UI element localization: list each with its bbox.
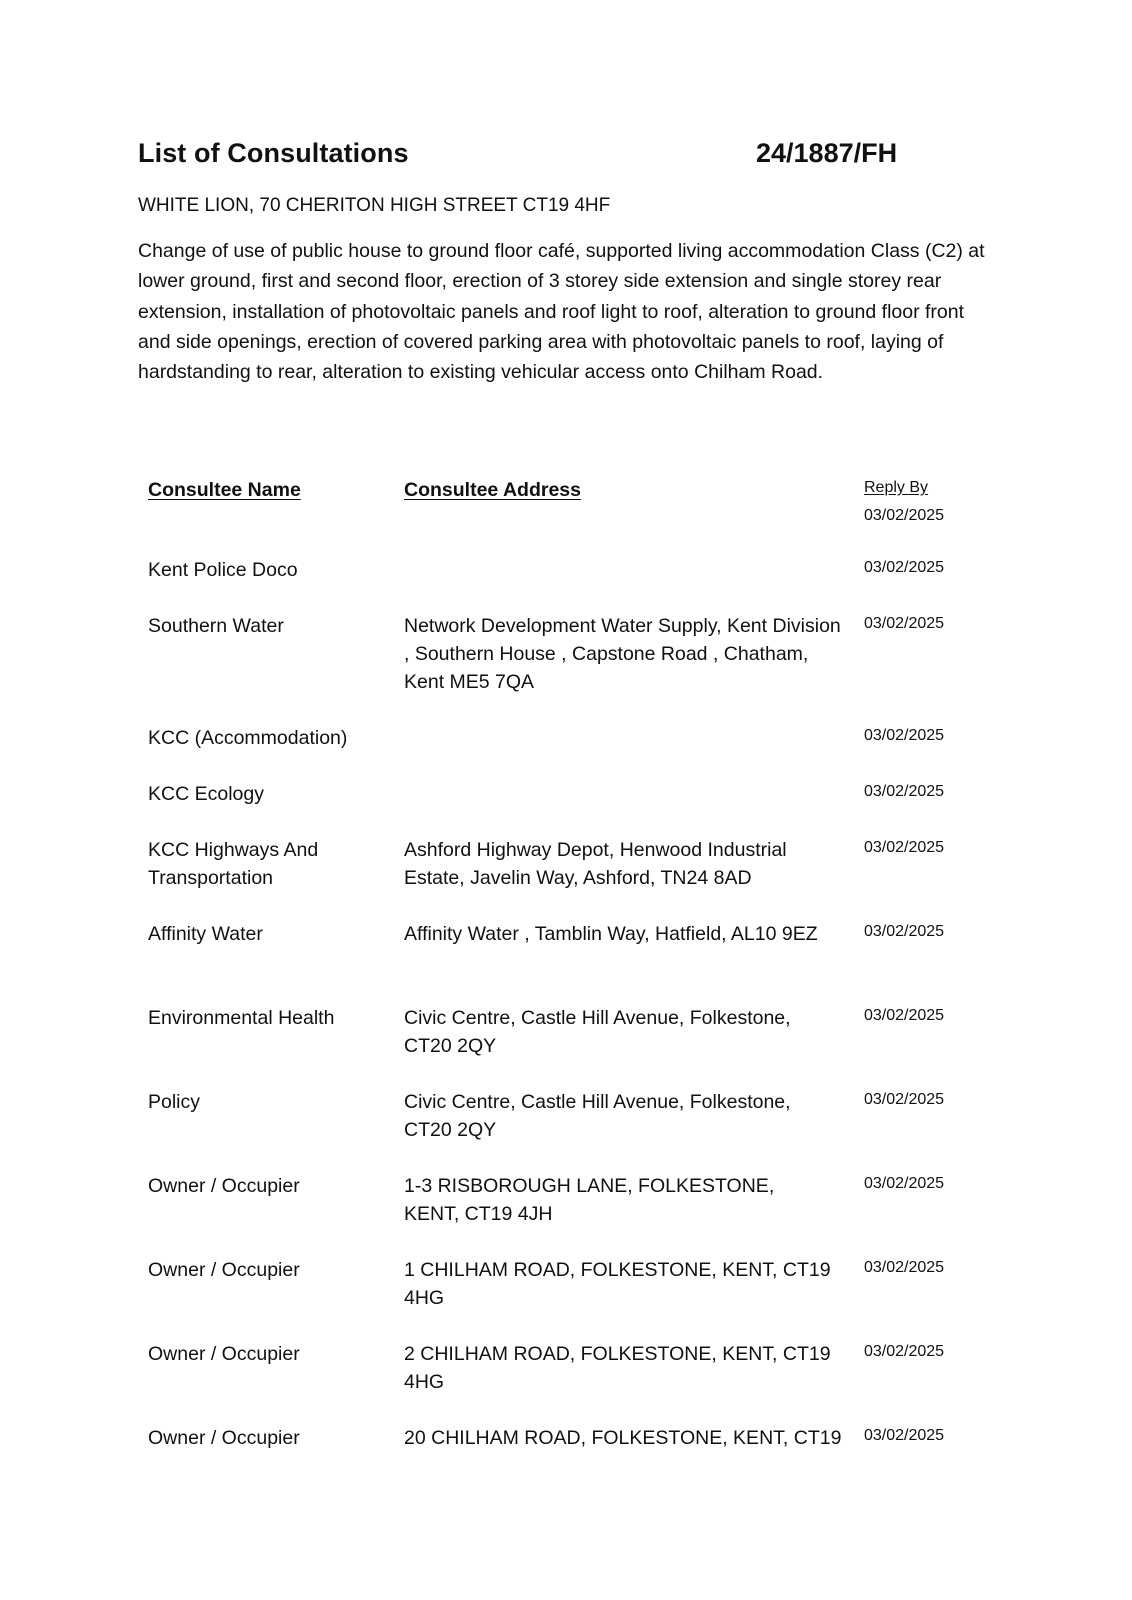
- reply-by-date: 03/02/2025: [864, 1343, 945, 1360]
- consultee-name: Environmental Health: [148, 1007, 335, 1029]
- consultee-address: 20 CHILHAM ROAD, FOLKESTONE, KENT, CT19: [404, 1427, 842, 1449]
- reply-by-date: 03/02/2025: [864, 1427, 945, 1444]
- page-title: List of Consultations: [138, 138, 409, 168]
- column-header-name: Consultee Name: [148, 479, 301, 501]
- reply-by-date: 03/02/2025: [864, 727, 945, 744]
- reply-by-date: 03/02/2025: [864, 1091, 945, 1108]
- consultee-address: 1 CHILHAM ROAD, FOLKESTONE, KENT, CT19 4HG: [404, 1259, 831, 1309]
- consultee-address: Civic Centre, Castle Hill Avenue, Folkestone, CT20 2QY: [404, 1007, 791, 1057]
- consultee-name: Owner / Occupier: [148, 1175, 300, 1197]
- reply-by-date: 03/02/2025: [864, 923, 945, 940]
- consultee-name: KCC (Accommodation): [148, 727, 348, 749]
- proposal-description: Change of use of public house to ground floor café, supported living accommodation Class (C2) at lower ground, first and second floor, erection of 3 storey side extension and single storey rear extension, installation of photovoltaic panels and roof light to roof, alteration to ground floor front and side openings, erection of covered parking area with photovoltaic panels to roof, laying of hardstanding to rear, alteration to existing vehicular access onto Chilham Road.: [138, 240, 985, 384]
- consultee-name: Kent Police Doco: [148, 559, 298, 581]
- consultee-name: Owner / Occupier: [148, 1427, 300, 1449]
- reply-by-date: 03/02/2025: [864, 783, 945, 800]
- consultee-address: Affinity Water , Tamblin Way, Hatfield, AL10 9EZ: [404, 923, 818, 945]
- consultee-address: Network Development Water Supply, Kent Division , Southern House , Capstone Road , Chatham, Kent ME5 7QA: [404, 615, 841, 693]
- consultee-address: Ashford Highway Depot, Henwood Industrial Estate, Javelin Way, Ashford, TN24 8AD: [404, 839, 787, 889]
- reply-by-date: 03/02/2025: [864, 1175, 945, 1192]
- header-reply-date: 03/02/2025: [864, 507, 945, 524]
- site-address: WHITE LION, 70 CHERITON HIGH STREET CT19 4HF: [138, 195, 611, 216]
- consultee-address: Civic Centre, Castle Hill Avenue, Folkestone, CT20 2QY: [404, 1091, 791, 1141]
- consultee-name: KCC Ecology: [148, 783, 264, 805]
- consultee-name: Owner / Occupier: [148, 1343, 300, 1365]
- consultee-address: 2 CHILHAM ROAD, FOLKESTONE, KENT, CT19 4HG: [404, 1343, 831, 1393]
- consultee-name: KCC Highways And Transportation: [148, 839, 319, 889]
- reply-by-date: 03/02/2025: [864, 839, 945, 856]
- reply-by-date: 03/02/2025: [864, 559, 945, 576]
- reply-by-date: 03/02/2025: [864, 1259, 945, 1276]
- reply-by-date: 03/02/2025: [864, 1007, 945, 1024]
- application-reference: 24/1887/FH: [756, 138, 898, 168]
- reply-by-date: 03/02/2025: [864, 615, 945, 632]
- consultee-name: Affinity Water: [148, 923, 263, 945]
- consultee-name: Policy: [148, 1091, 201, 1113]
- consultee-name: Southern Water: [148, 615, 284, 637]
- consultee-address: 1-3 RISBOROUGH LANE, FOLKESTONE, KENT, CT19 4JH: [404, 1175, 775, 1225]
- column-header-address: Consultee Address: [404, 479, 581, 501]
- column-header-reply-by: Reply By: [864, 479, 929, 496]
- consultee-name: Owner / Occupier: [148, 1259, 300, 1281]
